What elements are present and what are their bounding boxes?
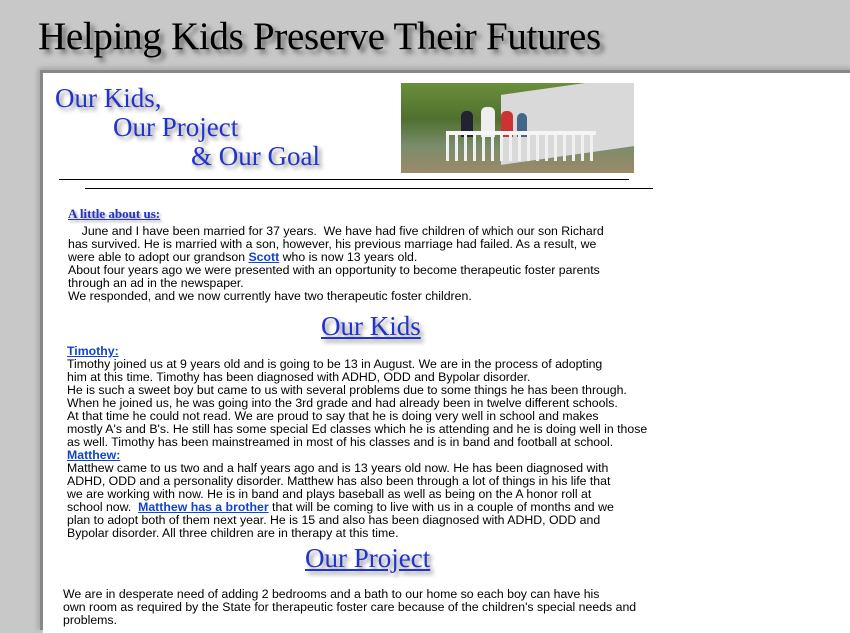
- header-line-our-kids: Our Kids,: [55, 83, 162, 113]
- matthew-line: Bypolar disorder. All three children are in therapy at this time.: [67, 526, 399, 540]
- scott-link[interactable]: Scott: [248, 250, 280, 264]
- project-paragraph: [63, 588, 636, 627]
- project-line: problems.: [63, 613, 117, 627]
- project-line: We are in desperate need of adding 2 bedrooms and a bath to our home so each boy can have his: [63, 587, 600, 601]
- matthew-line: Matthew came to us two and a half years ago and is 13 years old now. He has been diagnosed with: [67, 461, 609, 475]
- about-text: were able to adopt our grandson: [68, 250, 249, 264]
- matthew-label: Matthew:: [67, 448, 121, 462]
- kids-paragraph: [67, 345, 647, 540]
- our-project-heading: Our Project: [305, 543, 431, 573]
- timothy-label: Timothy:: [67, 344, 119, 358]
- our-kids-heading: Our Kids: [321, 311, 421, 341]
- matthew-text: school now.: [67, 500, 139, 514]
- about-line: About four years ago we were presented with an opportunity to become therapeutic foster parents: [68, 263, 600, 277]
- timothy-line: He is such a sweet boy but came to us with several problems due to some things he has been through.: [67, 383, 627, 397]
- divider: [85, 188, 653, 189]
- timothy-line: At that time he could not read. We are proud to say that he is doing very well in school and makes: [67, 409, 599, 423]
- matthew-line: plan to adopt both of them next year. He is 15 and also has been diagnosed with ADHD, ODD and: [67, 513, 601, 527]
- matthew-text: that will be coming to live with us in a couple of months and we: [268, 500, 614, 514]
- timothy-line: him at this time. Timothy has been diagnosed with ADHD, ODD and Bypolar disorder.: [67, 370, 531, 384]
- photo-deck-railing: [446, 131, 596, 161]
- family-photo: [401, 83, 634, 173]
- header-line-our-project: Our Project: [113, 112, 239, 142]
- about-paragraph: [68, 225, 604, 303]
- timothy-line: mostly A's and B's. He still has some special Ed classes which he is attending and he is doing well in those: [67, 422, 648, 436]
- about-heading: A little about us:: [68, 206, 161, 221]
- about-line: through an ad in the newspaper.: [68, 276, 244, 290]
- timothy-line: Timothy joined us at 9 years old and is going to be 13 in August. We are in the process of adopting: [67, 357, 603, 371]
- site-banner-title: Helping Kids Preserve Their Futures: [38, 15, 601, 58]
- timothy-line: When he joined us, he was going into the 3rd grade and had already been in twelve different schools.: [67, 396, 618, 410]
- timothy-line: as well. Timothy has been mainstreamed in most of his classes and is in band and football at school.: [67, 435, 614, 449]
- about-text: who is now 13 years old.: [279, 250, 418, 264]
- matthew-brother-link[interactable]: Matthew has a brother: [138, 500, 269, 514]
- about-line: June and I have been married for 37 years. We have had five children of which our son Richard: [68, 224, 604, 238]
- matthew-line: ADHD, ODD and a personality disorder. Matthew has also been through a lot of things in his life that: [67, 474, 611, 488]
- header-line-our-goal: & Our Goal: [191, 141, 320, 171]
- about-line: has survived. He is married with a son, however, his previous marriage had failed. As a result, we: [68, 237, 597, 251]
- divider: [59, 179, 629, 180]
- about-line: We responded, and we now currently have two therapeutic foster children.: [68, 289, 472, 303]
- project-line: own room as required by the State for therapeutic foster care because of the children's special needs and: [63, 600, 637, 614]
- content-panel: [43, 73, 850, 633]
- matthew-line: we are working with now. He is in band and plays baseball as well as being on the A honor roll at: [67, 487, 592, 501]
